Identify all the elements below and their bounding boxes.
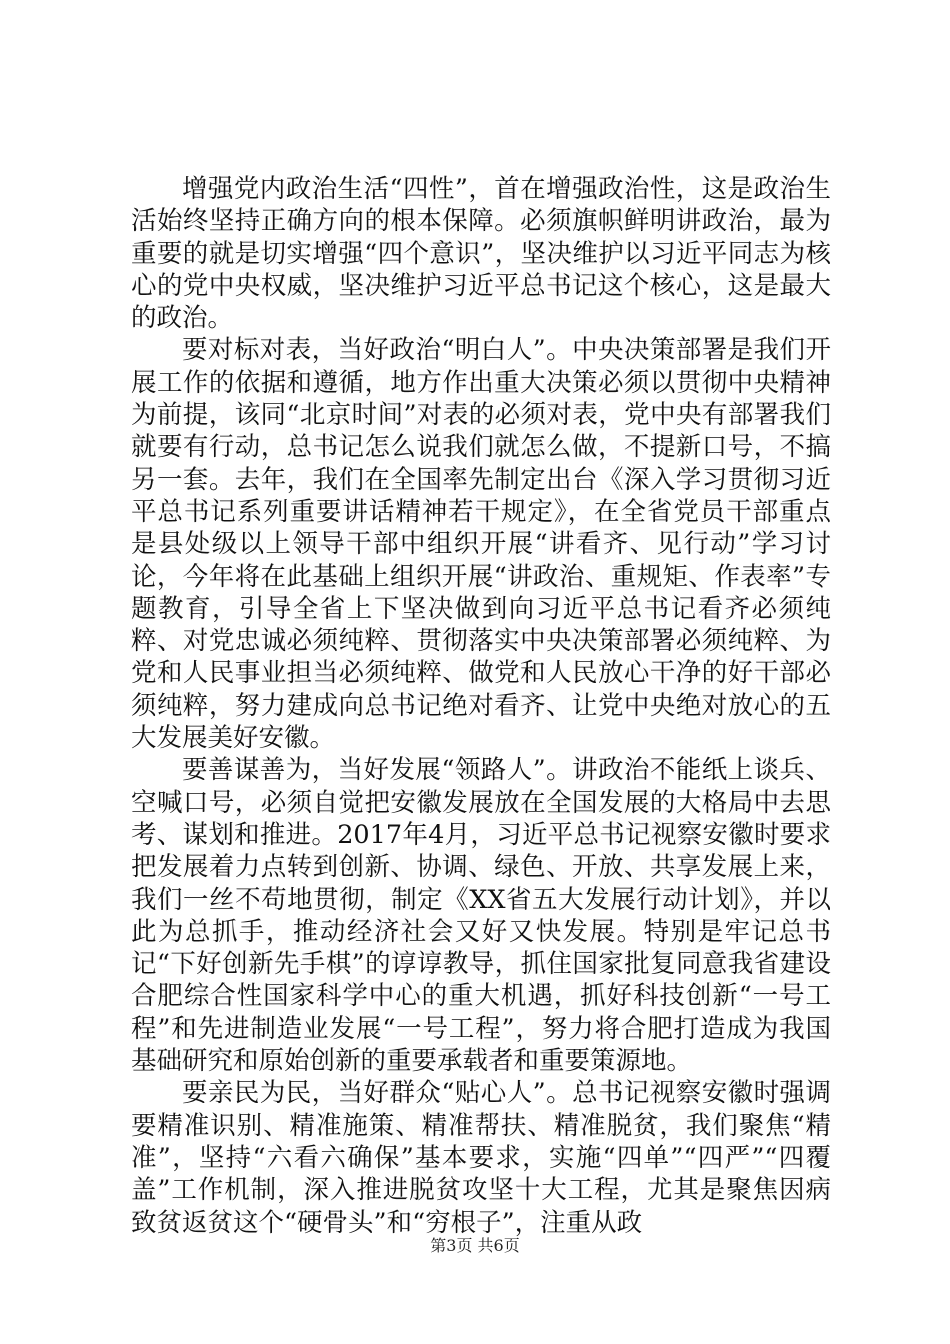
document-body (131, 173, 831, 1239)
paragraph-4: 要亲民为民，当好群众“贴心人”。总书记视察安徽时强调要精准识别、精准施策、精准帮扶、精准脱贫，我们聚焦“精准”，坚持“六看六确保”基本要求，实施“四单”“四严”“四覆盖”工作机制，深入推进脱贫攻坚十大工程，尤其是聚焦因病致贫返贫这个“硬骨头”和“穷根子”，注重从政 (131, 1078, 831, 1238)
paragraph-2: 要对标对表，当好政治“明白人”。中央决策部署是我们开展工作的依据和遵循，地方作出重大决策必须以贯彻中央精神为前提，该同“北京时间”对表的必须对表，党中央有部署我们就要有行动，总书记怎么说我们就怎么做，不提新口号，不搞另一套。去年，我们在全国率先制定出台《深入学习贯彻习近平总书记系列重要讲话精神若干规定》，在全省党员干部重点是县处级以上领导干部中组织开展“讲看齐、见行动”学习讨论，今年将在此基础上组织开展“讲政治、重规矩、作表率”专题教育，引导全省上下坚决做到向习近平总书记看齐必须纯粹、对党忠诚必须纯粹、贯彻落实中央决策部署必须纯粹、为党和人民事业担当必须纯粹、做党和人民放心干净的好干部必须纯粹，努力建成向总书记绝对看齐、让党中央绝对放心的五大发展美好安徽。 (131, 335, 831, 754)
paragraph-3: 要善谋善为，当好发展“领路人”。讲政治不能纸上谈兵、空喊口号，必须自觉把安徽发展放在全国发展的大格局中去思考、谋划和推进。2017年4月，习近平总书记视察安徽时要求把发展着力点转到创新、协调、绿色、开放、共享发展上来，我们一丝不苟地贯彻，制定《XX省五大发展行动计划》，并以此为总抓手，推动经济社会又好又快发展。特别是牢记总书记“下好创新先手棋”的谆谆教导，抓住国家批复同意我省建设合肥综合性国家科学中心的重大机遇，抓好科技创新“一号工程”和先进制造业发展“一号工程”，努力将合肥打造成为我国基础研究和原始创新的重要承载者和重要策源地。 (131, 755, 831, 1077)
page-number-label: 第3页 共6页 (430, 1236, 520, 1255)
page-footer (0, 1236, 950, 1256)
paragraph-1: 增强党内政治生活“四性”，首在增强政治性，这是政治生活始终坚持正确方向的根本保障。必须旗帜鲜明讲政治，最为重要的就是切实增强“四个意识”，坚决维护以习近平同志为核心的党中央权威，坚决维护习近平总书记这个核心，这是最大的政治。 (131, 174, 831, 334)
